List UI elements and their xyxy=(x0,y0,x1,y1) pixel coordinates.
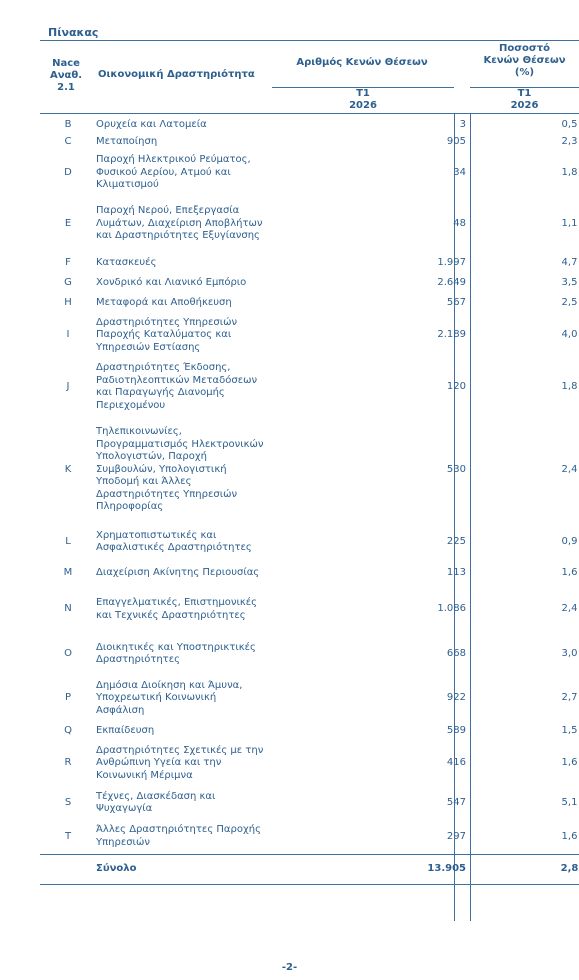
activity-name: Άλλες Δραστηριότητες Παροχής Υπηρεσιών xyxy=(96,824,261,848)
activity-name: Χονδρικό και Λιανικό Εμπόριο xyxy=(96,276,247,288)
table-row xyxy=(40,524,579,560)
nace-code: G xyxy=(64,276,72,288)
table-row xyxy=(40,293,579,313)
rate-value: 1,6 xyxy=(561,757,578,769)
rate-value: 1,6 xyxy=(561,830,578,842)
vacancies-value: 48 xyxy=(453,217,466,229)
spacer-cell xyxy=(542,151,560,195)
rate-value: 0,5 xyxy=(561,119,578,131)
activity-name: Διοικητικές και Υποστηρικτικές Δραστηριότητες xyxy=(96,641,256,665)
total-vacancies: 13.905 xyxy=(427,862,466,874)
vacancies-value: 668 xyxy=(446,647,466,659)
table-row xyxy=(40,253,579,273)
table-row xyxy=(40,676,579,721)
vacancies-value: 1.086 xyxy=(437,603,466,615)
activity-name: Τέχνες, Διασκέδαση και Ψυχαγωγία xyxy=(96,790,216,814)
spacer-cell xyxy=(542,195,560,253)
activity-name: Επαγγελματικές, Επιστημονικές και Τεχνικές Δραστηριότητες xyxy=(96,597,258,621)
vacancies-value: 297 xyxy=(446,830,466,842)
table-row xyxy=(40,587,579,632)
header-bottom-rule xyxy=(40,113,579,114)
rate-value: 2,7 xyxy=(561,692,578,704)
table-row xyxy=(40,560,579,587)
table-row xyxy=(40,786,579,820)
nace-code: M xyxy=(63,567,73,579)
rate-value: 5,1 xyxy=(561,796,578,808)
vacancies-value: 547 xyxy=(446,796,466,808)
nace-code: E xyxy=(64,217,72,229)
table-caption: Πίνακας xyxy=(48,26,99,39)
total-rate: 2,8 xyxy=(560,862,579,874)
vacancies-value: 1.997 xyxy=(437,256,466,268)
activity-name: Μεταφορά και Αποθήκευση xyxy=(96,296,232,308)
nace-code: C xyxy=(64,136,72,148)
activity-name: Τηλεπικοινωνίες, Προγραμματισμός Ηλεκτρονικών Υπολογιστών, Παροχή Συμβουλών, Υπολογιστική Υποδομή και Άλλες Δραστηριότητες Υπηρεσιών Πληροφορίας xyxy=(96,426,264,513)
spacer-cell xyxy=(542,587,560,632)
vacancies-value: 905 xyxy=(446,136,466,148)
table-row xyxy=(40,416,579,524)
rate-value: 2,4 xyxy=(561,463,578,475)
table-row xyxy=(40,313,579,358)
vacancies-value: 416 xyxy=(446,757,466,769)
nace-code: P xyxy=(64,692,72,704)
nace-code: I xyxy=(66,329,70,341)
activity-name: Διαχείριση Ακίνητης Περιουσίας xyxy=(96,567,260,579)
rate-value: 1,6 xyxy=(561,567,578,579)
vacancies-value: 113 xyxy=(446,567,466,579)
total-label: Σύνολο xyxy=(96,862,137,874)
spacer-cell xyxy=(542,676,560,721)
table-row xyxy=(40,721,579,741)
vacancies-value: 3 xyxy=(459,119,466,131)
spacer-cell xyxy=(542,134,560,151)
table-row xyxy=(40,151,579,195)
activity-name: Ορυχεία και Λατομεία xyxy=(96,119,207,131)
spacer-cell xyxy=(542,293,560,313)
spacer-cell xyxy=(542,820,560,854)
table-row xyxy=(40,134,579,151)
nace-code: J xyxy=(66,380,70,392)
vacancies-value: 120 xyxy=(446,380,466,392)
header-rate: Ποσοστό Κενών Θέσεων (%) xyxy=(483,43,566,78)
rate-value: 2,5 xyxy=(561,296,578,308)
activity-name: Δραστηριότητες Υπηρεσιών Παροχής Καταλύματος και Υπηρεσιών Εστίασης xyxy=(96,316,238,353)
header-period-vacancies: Τ1 2026 xyxy=(349,88,377,111)
header-vacancies: Αριθμός Κενών Θέσεων xyxy=(296,57,428,68)
spacer-cell xyxy=(542,854,560,884)
header-activity: Οικονομική Δραστηριότητα xyxy=(98,69,255,80)
rate-value: 2,3 xyxy=(561,136,578,148)
activity-name: Εκπαίδευση xyxy=(96,724,155,736)
activity-name: Παροχή Νερού, Επεξεργασία Λυμάτων, Διαχείριση Αποβλήτων και Δραστηριότητες Εξυγίανσης xyxy=(96,205,263,242)
rate-value: 3,5 xyxy=(561,276,578,288)
vacancies-value: 2.649 xyxy=(437,276,466,288)
page-number: -2- xyxy=(281,962,298,973)
nace-code: L xyxy=(65,535,71,547)
spacer-cell xyxy=(542,313,560,358)
nace-code: O xyxy=(64,647,72,659)
activity-name: Δημόσια Διοίκηση και Άμυνα, Υποχρεωτική Κοινωνική Ασφάλιση xyxy=(96,679,243,716)
header-nace: Nace Αναθ. 2.1 xyxy=(49,58,83,93)
spacer-cell xyxy=(542,273,560,293)
header-period-rate: Τ1 2026 xyxy=(510,88,539,111)
rate-value: 1,1 xyxy=(561,217,578,229)
nace-code: T xyxy=(64,830,72,842)
spacer-cell xyxy=(542,358,560,416)
vacancies-value: 34 xyxy=(453,166,466,178)
activity-name: Παροχή Ηλεκτρικού Ρεύματος, Φυσικού Αερίου, Ατμού και Κλιματισμού xyxy=(96,154,251,191)
activity-name: Κατασκευές xyxy=(96,256,157,268)
nace-code: B xyxy=(64,119,72,131)
caption-rule xyxy=(40,40,579,41)
activity-name: Δραστηριότητες Σχετικές με την Ανθρώπινη Υγεία και την Κοινωνική Μέριμνα xyxy=(96,744,264,781)
vacancies-value: 2.189 xyxy=(437,329,466,341)
spacer-cell xyxy=(542,741,560,786)
rate-value: 4,0 xyxy=(561,329,578,341)
nace-code: R xyxy=(64,757,72,769)
spacer-cell xyxy=(542,253,560,273)
total-code xyxy=(40,854,96,884)
spacer-cell xyxy=(542,632,560,676)
vacancies-value: 922 xyxy=(446,692,466,704)
nace-code: Q xyxy=(64,724,72,736)
rate-value: 1,8 xyxy=(561,166,578,178)
rate-value: 3,0 xyxy=(561,647,578,659)
spacer-cell xyxy=(542,786,560,820)
nace-code: S xyxy=(64,796,72,808)
table-row xyxy=(40,358,579,416)
activity-name: Δραστηριότητες Έκδοσης, Ραδιοτηλεοπτικών Μεταδόσεων και Παραγωγής Διανομής Περιεχομένου xyxy=(96,362,258,411)
vacancies-value: 589 xyxy=(446,724,466,736)
nace-code: D xyxy=(64,166,72,178)
rate-value: 1,5 xyxy=(561,724,578,736)
nace-code: H xyxy=(64,296,72,308)
table-row xyxy=(40,820,579,854)
vacancies-value: 225 xyxy=(446,535,466,547)
rate-value: 0,9 xyxy=(561,535,578,547)
spacer-cell xyxy=(542,117,560,134)
nace-code: F xyxy=(65,256,71,268)
table-row xyxy=(40,195,579,253)
table-row xyxy=(40,741,579,786)
spacer-cell xyxy=(542,416,560,524)
table-row xyxy=(40,117,579,134)
spacer-cell xyxy=(542,524,560,560)
vacancies-value: 530 xyxy=(446,463,466,475)
vacancies-table xyxy=(40,117,579,885)
spacer-cell xyxy=(542,721,560,741)
nace-code: K xyxy=(64,463,72,475)
spacer-cell xyxy=(542,560,560,587)
rate-value: 1,8 xyxy=(561,380,578,392)
rate-value: 4,7 xyxy=(561,256,578,268)
vacancies-value: 567 xyxy=(446,296,466,308)
table-row xyxy=(40,632,579,676)
nace-code: N xyxy=(64,603,72,615)
activity-name: Μεταποίηση xyxy=(96,136,158,148)
total-row xyxy=(40,854,579,884)
activity-name: Χρηματοπιστωτικές και Ασφαλιστικές Δραστηριότητες xyxy=(96,529,252,553)
table-row xyxy=(40,273,579,293)
rate-value: 2,4 xyxy=(561,603,578,615)
